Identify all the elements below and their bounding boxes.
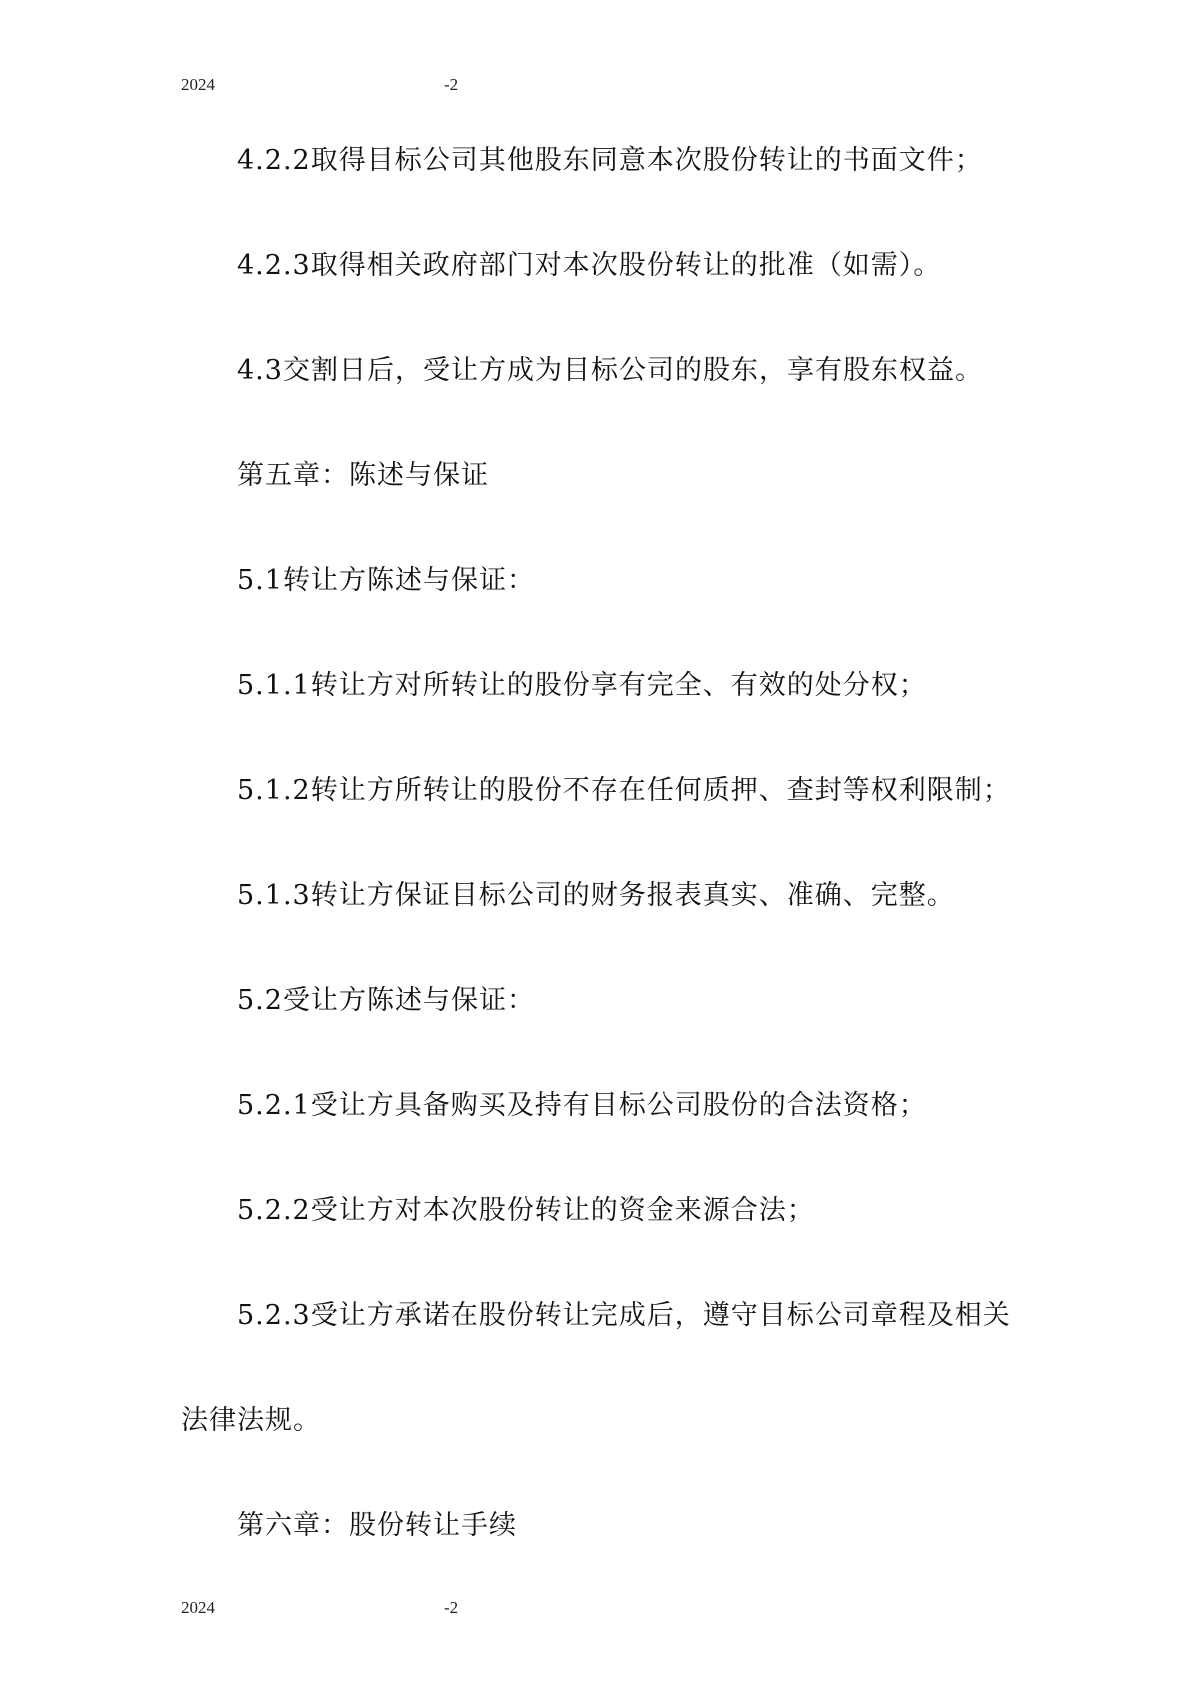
header-page-number: -2 <box>444 75 459 94</box>
clause-5-2-3: 5.2.3受让方承诺在股份转让完成后，遵守目标公司章程及相关 <box>237 1300 1011 1331</box>
chapter-six-heading: 第六章：股份转让手续 <box>237 1510 517 1541</box>
clause-4-3: 4.3交割日后，受让方成为目标公司的股东，享有股东权益。 <box>237 355 983 386</box>
clause-5-2: 5.2受让方陈述与保证： <box>237 985 535 1016</box>
header-year: 2024 <box>181 75 215 94</box>
footer-year: 2024 <box>181 1598 215 1617</box>
clause-5-2-3-continued: 法律法规。 <box>181 1405 321 1436</box>
clause-5-1-2: 5.1.2转让方所转让的股份不存在任何质押、查封等权利限制； <box>237 775 1011 806</box>
clause-5-1-3: 5.1.3转让方保证目标公司的财务报表真实、准确、完整。 <box>237 880 955 911</box>
chapter-five-heading: 第五章：陈述与保证 <box>237 460 489 491</box>
page-footer <box>0 1598 1191 1628</box>
clause-5-1: 5.1转让方陈述与保证： <box>237 565 535 596</box>
clause-5-2-2: 5.2.2受让方对本次股份转让的资金来源合法； <box>237 1195 815 1226</box>
clause-4-2-2: 4.2.2取得目标公司其他股东同意本次股份转让的书面文件； <box>237 145 983 176</box>
clause-5-2-1: 5.2.1受让方具备购买及持有目标公司股份的合法资格； <box>237 1090 927 1121</box>
clause-5-1-1: 5.1.1转让方对所转让的股份享有完全、有效的处分权； <box>237 670 927 701</box>
footer-page-number: -2 <box>444 1598 459 1617</box>
page-header <box>0 75 1191 105</box>
clause-4-2-3: 4.2.3取得相关政府部门对本次股份转让的批准（如需）。 <box>237 250 942 281</box>
